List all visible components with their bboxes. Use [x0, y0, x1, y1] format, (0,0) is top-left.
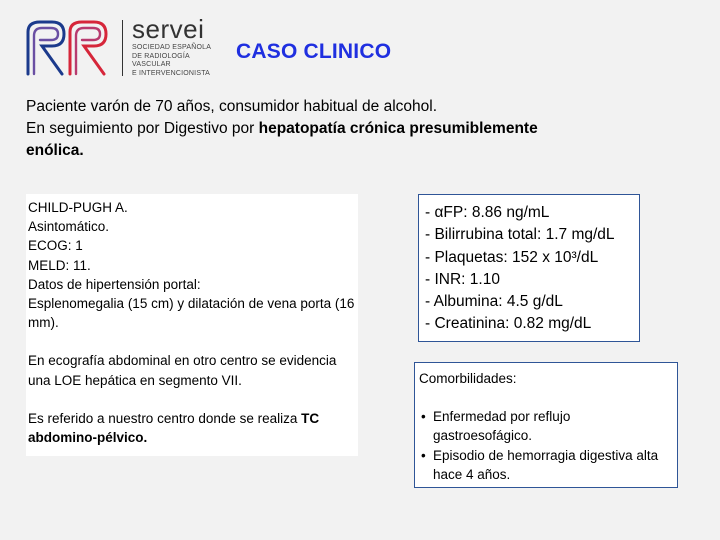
lab-result: - Creatinina: 0.82 mg/dL — [425, 315, 592, 333]
lab-result: - Plaquetas: 152 x 10³/dL — [425, 248, 599, 266]
clinical-line: Esplenomegalia (15 cm) y dilatación de vena porta (16 mm). — [28, 296, 355, 331]
lab-result: - Albumina: 4.5 g/dL — [425, 293, 563, 311]
intro-line-2-text: En seguimiento por Digestivo por — [26, 120, 259, 137]
clinical-line: MELD: 11. — [28, 257, 91, 273]
comorbidity-text: Enfermedad por reflujo gastroesofágico. — [433, 409, 571, 444]
logo-divider — [122, 20, 123, 76]
servei-logo — [22, 16, 222, 80]
comorbidities-list — [419, 407, 671, 484]
lab-results-box — [418, 194, 640, 342]
clinical-line: CHILD-PUGH A. — [28, 200, 128, 215]
page-title: CASO CLINICO — [236, 40, 392, 63]
clinical-summary-box — [26, 194, 358, 456]
referral-text — [28, 409, 356, 447]
clinical-line: Asintomático. — [28, 219, 110, 235]
comorbidity-text: Episodio de hemorragia digestiva alta hace 4 años. — [433, 447, 659, 482]
logo-subtitle: SOCIEDAD ESPAÑOLA DE RADIOLOGÍA VASCULAR E INTERVENCIONISTA — [132, 44, 212, 77]
ultrasound-finding: En ecografía abdominal en otro centro se evidencia una LOE hepática en segmento VII. — [28, 353, 337, 388]
lab-result: - INR: 1.10 — [425, 270, 500, 288]
spacer — [28, 390, 356, 409]
lab-result: - αFP: 8.86 ng/mL — [425, 204, 550, 221]
list-item — [419, 446, 671, 484]
comorbidities-heading: Comorbilidades: — [419, 371, 517, 386]
referral-study: TC abdomino-pélvico. — [28, 410, 320, 446]
bullet-icon: • — [421, 447, 426, 463]
servei-logo-mark — [22, 18, 114, 76]
logo-wordmark: servei — [132, 14, 205, 44]
list-item — [419, 407, 671, 445]
referral-plain: Es referido a nuestro centro donde se realiza — [28, 410, 302, 426]
lab-result: - Bilirrubina total: 1.7 mg/dL — [425, 226, 615, 244]
clinical-line: ECOG: 1 — [28, 238, 83, 254]
bullet-icon: • — [421, 409, 426, 425]
clinical-line: Datos de hipertensión portal: — [28, 276, 201, 292]
spacer — [28, 332, 356, 351]
intro-line-2 — [26, 118, 586, 162]
intro-diagnosis: hepatopatía crónica presumiblemente enólica. — [26, 120, 538, 159]
spacer — [419, 388, 671, 407]
intro-line-1: Paciente varón de 70 años, consumidor habitual de alcohol. — [26, 98, 438, 115]
comorbidities-box — [414, 362, 678, 488]
patient-intro — [26, 96, 586, 162]
